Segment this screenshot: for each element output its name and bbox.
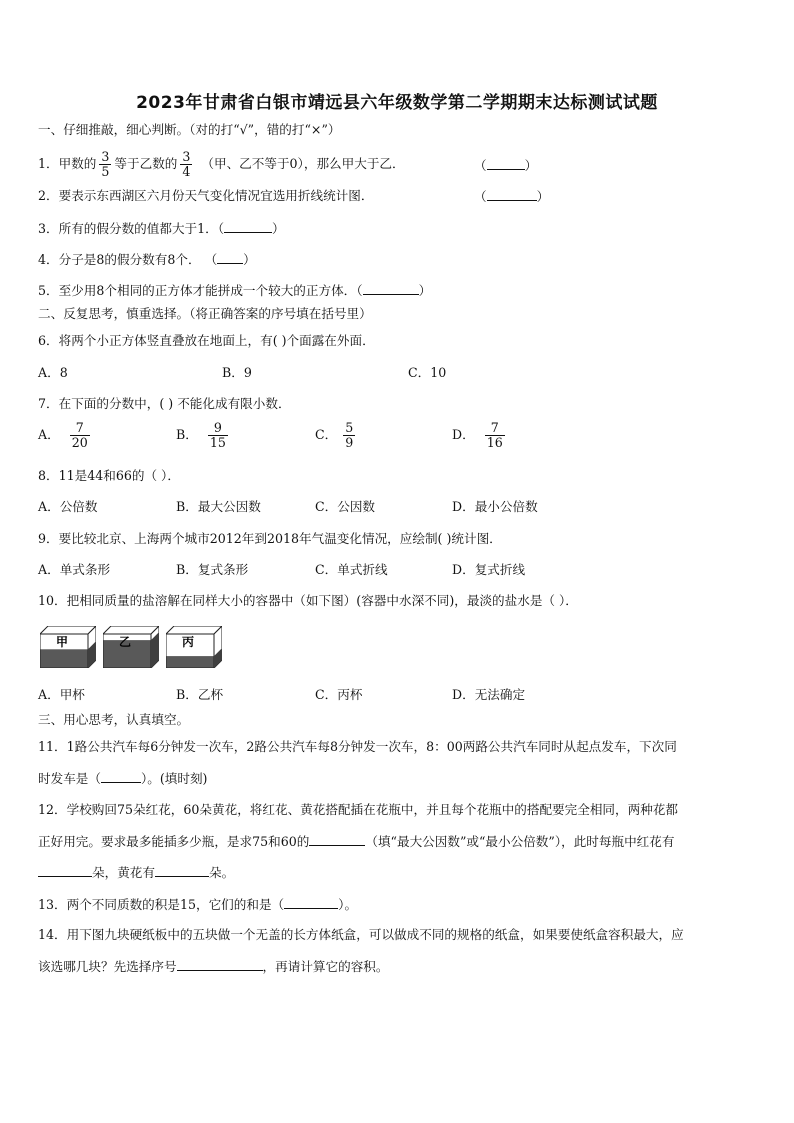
option-fraction [70, 421, 90, 450]
water-level [167, 656, 214, 667]
paren-right: ） [243, 252, 256, 267]
q11-answer-blank[interactable] [101, 770, 141, 783]
q1-text-pre: 1．甲数的 [38, 156, 97, 171]
question-3 [38, 220, 285, 237]
paren-left: （ [474, 158, 487, 173]
paren-right: ） [524, 158, 538, 173]
option-fraction [485, 421, 505, 450]
q7-option-a[interactable] [38, 421, 93, 450]
q5-text: 5．至少用8个相同的正方体才能拼成一个较大的正方体．（ [38, 283, 363, 298]
question-14-line-1: 14．用下图九块硬纸板中的五块做一个无盖的长方体纸盒，可以做成不同的规格的纸盒，如果要使纸盒容积最大，应 [38, 927, 684, 942]
q10-option-d[interactable]: D．无法确定 [452, 687, 526, 702]
q4-text: 4．分子是8的假分数有8个． （ [38, 252, 218, 267]
q7-option-d[interactable] [452, 421, 508, 450]
q8-option-d[interactable]: D．最小公倍数 [452, 499, 538, 514]
q1-answer-blank[interactable] [474, 157, 537, 174]
q12-text-post: （填“最大公因数”或“最小公倍数”），此时每瓶中红花有 [365, 834, 675, 849]
q14-text-post: ，再请计算它的容积。 [262, 959, 389, 974]
denominator: 16 [486, 435, 503, 450]
q12-text-end: 朵。 [208, 865, 235, 880]
question-12-line-1: 12．学校购回75朵红花，60朵黄花，将红花、黄花搭配插在花瓶中，并且每个花瓶中的搭配要完全相同，两种花都 [38, 802, 678, 817]
cup-jia-drawing [40, 626, 96, 668]
paren-left: （ [474, 189, 487, 204]
question-11-line-2 [38, 770, 207, 787]
numerator: 9 [208, 421, 228, 436]
paren-right: ） [536, 189, 550, 204]
q6-option-b[interactable]: B．9 [222, 365, 252, 380]
page-title: 2023年甘肃省白银市靖远县六年级数学第二学期期末达标测试试题 [136, 93, 658, 113]
question-6: 6．将两个小正方体竖直叠放在地面上，有( )个面露在外面． [38, 333, 375, 348]
q13-text-post: ）。 [338, 897, 358, 912]
option-fraction [208, 421, 228, 450]
q9-option-b[interactable]: B．复式条形 [176, 562, 249, 577]
question-11-line-1: 11．1路公共汽车每6分钟发一次车，2路公共汽车每8分钟发一次车，8：00两路公共汽车同时从起点发车，下次同 [38, 739, 677, 754]
q12-text-mid: 朵，黄花有 [92, 865, 155, 880]
denominator: 9 [345, 435, 354, 450]
section-2-heading: 二、反复思考，慎重选择。（将正确答案的序号填在括号里） [38, 306, 372, 321]
cup-label: 乙 [119, 635, 132, 649]
q1-f2-denominator: 4 [182, 164, 191, 179]
q3-text: 3．所有的假分数的值都大于1．（ [38, 221, 225, 236]
q1-text-mid: 等于乙数的 [114, 156, 178, 171]
cup-jia [40, 626, 96, 668]
q9-option-c[interactable]: C．单式折线 [315, 562, 388, 577]
question-7: 7．在下面的分数中，( ) 不能化成有限小数． [38, 396, 291, 411]
question-5 [38, 282, 431, 299]
q8-option-a[interactable]: A．公倍数 [38, 499, 98, 514]
question-12-line-3 [38, 864, 234, 881]
option-label: B． [176, 427, 198, 442]
q8-option-c[interactable]: C．公因数 [315, 499, 376, 514]
question-12-line-2 [38, 833, 674, 850]
q9-option-a[interactable]: A．单式条形 [38, 562, 111, 577]
q14-answer-blank[interactable] [177, 958, 263, 971]
q9-option-d[interactable]: D．复式折线 [452, 562, 526, 577]
denominator: 20 [71, 435, 88, 450]
question-9: 9．要比较北京、上海两个城市2012年到2018年气温变化情况，应绘制( )统计图． [38, 531, 502, 546]
q1-fraction-2 [180, 150, 192, 179]
q10-option-b[interactable]: B．乙杯 [176, 687, 224, 702]
q11-text-pre: 时发车是（ [38, 771, 101, 786]
cup-label: 甲 [56, 635, 69, 649]
q2-answer-blank[interactable] [474, 188, 549, 205]
q6-option-c[interactable]: C．10 [408, 365, 447, 380]
option-label: D． [452, 427, 475, 442]
q1-fraction-1 [99, 150, 111, 179]
numerator: 7 [485, 421, 505, 436]
option-label: A． [38, 427, 60, 442]
q12-blank-1[interactable] [309, 833, 365, 846]
q1-f1-numerator: 3 [101, 149, 110, 164]
q1-text-post: （甲、乙不等于0），那么甲大于乙． [201, 156, 405, 171]
paren-right: ） [418, 283, 432, 298]
cup-yi [103, 626, 159, 668]
q1-f2-numerator: 3 [182, 149, 191, 164]
q10-option-c[interactable]: C．丙杯 [315, 687, 363, 702]
q12-text-pre: 正好用完。要求最多能插多少瓶，是求75和60的 [38, 834, 310, 849]
q7-option-b[interactable] [176, 421, 231, 450]
question-4 [38, 251, 256, 268]
q14-text-pre: 该选哪几块？先选择序号 [38, 959, 177, 974]
question-2: 2．要表示东西湖区六月份天气变化情况宜选用折线统计图． [38, 188, 374, 203]
water-level [41, 649, 88, 667]
q3-answer-blank[interactable] [224, 220, 272, 233]
question-10: 10．把相同质量的盐溶解在同样大小的容器中（如下图）(容器中水深不同)，最淡的盐水是（ ）． [38, 593, 578, 608]
q6-option-a[interactable]: A．8 [38, 365, 68, 380]
question-8: 8．11是44和66的（ ）． [38, 468, 180, 483]
cup-bing [166, 626, 222, 668]
q4-answer-blank[interactable] [217, 251, 243, 264]
q12-blank-2[interactable] [38, 864, 92, 877]
q8-option-b[interactable]: B．最大公因数 [176, 499, 261, 514]
q13-answer-blank[interactable] [284, 896, 338, 909]
numerator: 7 [70, 421, 90, 436]
cup-label: 丙 [182, 635, 195, 649]
option-label: C． [315, 427, 338, 442]
option-fraction [343, 421, 355, 450]
question-1 [38, 150, 405, 179]
q10-option-a[interactable]: A．甲杯 [38, 687, 85, 702]
question-13 [38, 896, 357, 913]
q11-text-post: ）。(填时刻) [140, 771, 208, 786]
question-14-line-2 [38, 958, 388, 975]
numerator: 5 [345, 420, 354, 435]
section-1-heading: 一、仔细推敲，细心判断。（对的打“√”，错的打“×”） [38, 122, 341, 137]
paren-right: ） [272, 221, 285, 236]
q12-blank-3[interactable] [155, 864, 209, 877]
q1-f1-denominator: 5 [101, 164, 110, 179]
cup-yi-drawing [103, 626, 159, 668]
denominator: 15 [209, 435, 226, 450]
cup-bing-drawing [166, 626, 222, 668]
section-3-heading: 三、用心思考，认真填空。 [38, 712, 190, 727]
q5-answer-blank[interactable] [363, 282, 419, 295]
q7-option-c[interactable] [315, 421, 358, 450]
q13-text-pre: 13．两个不同质数的积是15，它们的和是（ [38, 897, 285, 912]
